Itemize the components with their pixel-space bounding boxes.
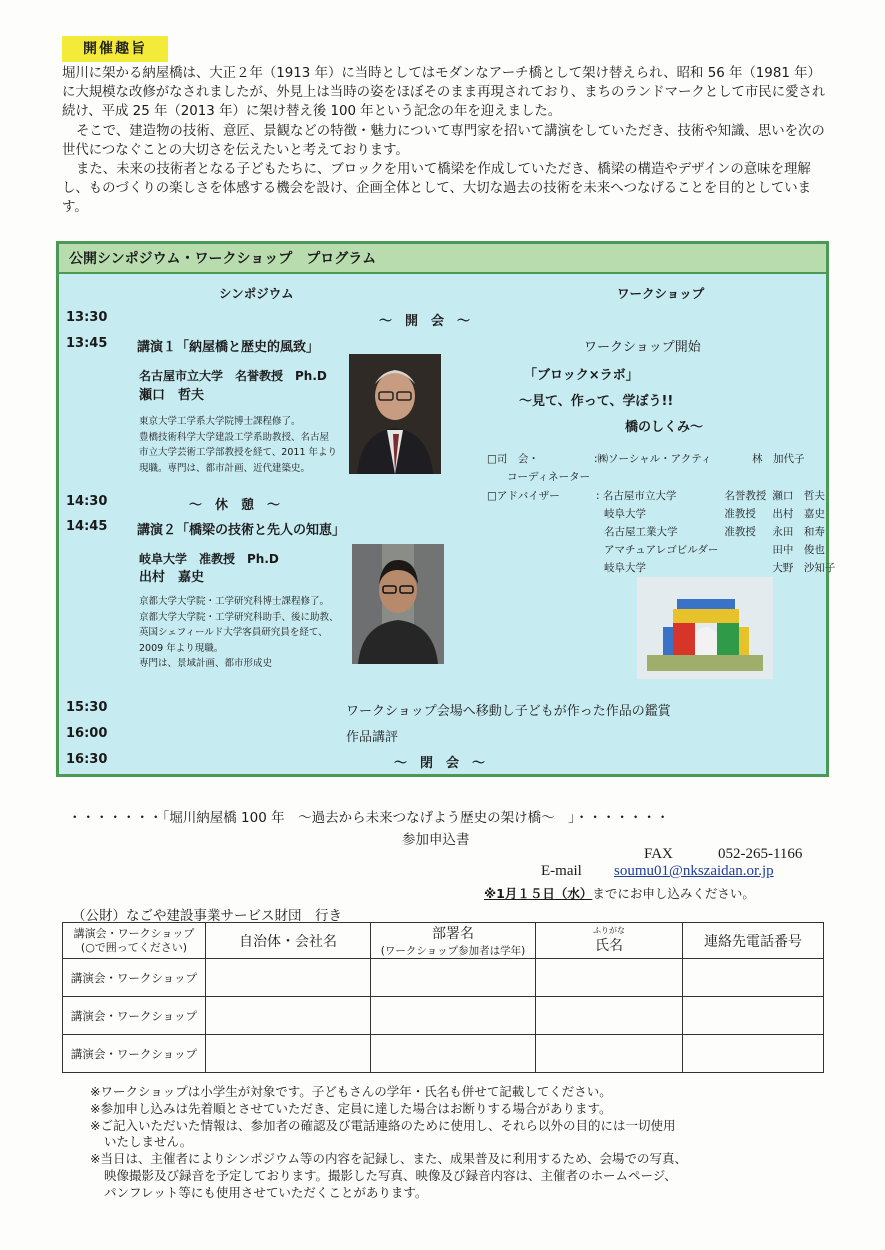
lecture2-speaker-photo	[352, 544, 444, 664]
workshop-start: ワークショップ開始	[584, 340, 701, 355]
email-label: E-mail	[541, 863, 582, 879]
header-name	[536, 923, 683, 959]
purpose-paragraph-2: そこで、建造物の技術、意匠、景観などの特徴・魅力について専門家を招いて講演をしていただき、技術や知識、思いを次の世代につなぐことの大切さを伝えたいと考えております。	[62, 123, 825, 158]
lecture1-bio-line: 豊橋技術科学大学建設工学系助教授、名古屋	[139, 431, 330, 443]
note: ※ご記入いただいた情報は、参加者の確認及び電話連絡のために使用し、それら以外の目的には一切使用	[90, 1117, 676, 1133]
header-department-label: 部署名	[432, 926, 474, 942]
advisor-row	[596, 523, 841, 541]
advisor-name: 田中 俊也	[772, 544, 825, 556]
note-continuation: いたしません。	[104, 1134, 193, 1150]
header-type	[63, 923, 206, 959]
advisor-title: 名誉教授	[724, 490, 767, 502]
purpose-paragraph-3: また、未来の技術者となる子どもたちに、ブロックを用いて橋梁を作成していただき、橋梁の構造やデザインの意味を理解し、ものづくりの楽しさを体感する機会を設け、企画全体として、大切な過去の技術を未来へつなげることを目的としています。	[62, 162, 812, 216]
note: ※ワークショップは小学生が対象です。子どもさんの学年・氏名も併せて記載してください。	[90, 1084, 612, 1099]
lecture1-bio-line: 現職。専門は、都市計画、近代建築史。	[139, 462, 311, 474]
advisor-name: 大野 沙知子	[772, 562, 836, 574]
opening-label: ～ 開 会 ～	[379, 314, 471, 329]
lecture1-affiliation: 名古屋市立大学 名誉教授 Ph.D	[139, 369, 327, 383]
advisor-org: 名古屋工業大学	[604, 526, 678, 538]
workshop-title-line1: 「ブロック×ラボ」	[524, 368, 639, 383]
time-1430: 14:30	[66, 494, 108, 509]
organization-cell[interactable]	[206, 1035, 371, 1073]
advisor-row	[596, 559, 841, 577]
lecture1-title: 講演１「納屋橋と歴史的風致」	[137, 340, 320, 355]
note-continuation: パンフレット等にも使用させていただくことがあります。	[104, 1184, 428, 1200]
fax-number: 052-265-1166	[718, 846, 803, 862]
lecture2-bio-line: 2009 年より現職。	[139, 642, 224, 654]
advisor-org: 岐阜大学	[604, 562, 646, 574]
advisor-name: 出村 嘉史	[772, 508, 825, 520]
time-1445: 14:45	[66, 519, 108, 534]
workshop-column-heading: ワークショップ	[617, 286, 705, 301]
lecture1-speaker-name: 瀬口 哲夫	[139, 388, 205, 403]
lecture2-bio	[139, 594, 354, 672]
break-label: ～ 休 憩 ～	[189, 498, 281, 513]
lego-bridge-photo	[637, 577, 773, 679]
header-name-label: 氏名	[595, 938, 623, 954]
table-header-row	[63, 923, 824, 959]
lecture1-bio	[139, 414, 349, 476]
department-cell[interactable]	[371, 959, 536, 997]
advisor-name: 瀬口 哲夫	[772, 490, 825, 502]
phone-cell[interactable]	[683, 1035, 824, 1073]
time-1630: 16:30	[66, 752, 108, 767]
host-name: 林 加代子	[752, 453, 805, 465]
advisor-org: アマチュアレゴビルダー	[604, 544, 719, 556]
time-1600: 16:00	[66, 726, 108, 741]
note: ※参加申し込みは先着順とさせていただき、定員に達した場合はお断りする場合があります。	[90, 1100, 612, 1116]
phone-cell[interactable]	[683, 959, 824, 997]
workshop-title-line3: 橋のしくみ～	[625, 420, 704, 435]
email-link[interactable]: soumu01@nkszaidan.or.jp	[614, 863, 774, 879]
header-type-line1: 講演会・ワークショップ	[73, 926, 195, 940]
review-label: 作品講評	[346, 730, 399, 745]
host-label-coordinator: コーディネーター	[507, 471, 591, 483]
header-name-ruby: ふりがな	[593, 926, 625, 935]
phone-cell[interactable]	[683, 997, 824, 1035]
lecture2-speaker-name: 出村 嘉史	[139, 570, 205, 585]
table-row	[63, 1035, 824, 1073]
time-1530: 15:30	[66, 700, 108, 715]
name-cell[interactable]	[536, 997, 683, 1035]
note-continuation: 映像撮影及び録音を予定しております。撮影した写真、映像及び録音内容は、主催者のホームページ、	[104, 1167, 677, 1183]
name-cell[interactable]	[536, 1035, 683, 1073]
organization-cell[interactable]	[206, 959, 371, 997]
purpose-heading: 開催趣旨	[62, 36, 168, 62]
department-cell[interactable]	[371, 997, 536, 1035]
advisor-title: 准教授	[724, 508, 756, 520]
department-cell[interactable]	[371, 1035, 536, 1073]
lecture2-bio-line: 英国シェフィールド大学客員研究員を経て、	[139, 627, 328, 638]
advisor-row	[596, 487, 841, 505]
purpose-paragraph-1: 堀川に架かる納屋橋は、大正２年（1913 年）に当時としてはモダンなアーチ橋として架け替えられ、昭和 56 年（1981 年）に大規模な改修がなされましたが、外見上は当時の姿をほぼそのまま再現されており、まちのランドマークとして市民に愛され続け、平成 25 年（2013 年）に架け替え後 100 年という記念の年を迎えました。	[62, 66, 826, 120]
header-type-line2: (○で囲ってください)	[80, 940, 188, 954]
advisor-title	[724, 541, 772, 559]
symposium-column-heading: シンポジウム	[219, 286, 294, 301]
organization-cell[interactable]	[206, 997, 371, 1035]
application-title: 参加申込書	[402, 832, 470, 848]
lecture2-affiliation: 岐阜大学 准教授 Ph.D	[139, 552, 279, 566]
header-department-note: (ワークショップ参加者は学年)	[380, 945, 526, 957]
move-to-workshop: ワークショップ会場へ移動し子どもが作った作品の鑑賞	[346, 704, 671, 719]
program-title: 公開シンポジウム・ワークショップ プログラム	[59, 244, 826, 274]
application-table	[62, 922, 824, 1073]
advisor-list	[596, 487, 841, 577]
deadline-date: ※1月１５日（水）	[484, 886, 593, 901]
recipient: （公財）なごや建設事業サービス財団 行き	[72, 908, 342, 924]
advisor-title: 准教授	[724, 526, 756, 538]
table-row	[63, 997, 824, 1035]
header-phone: 連絡先電話番号	[683, 923, 824, 959]
advisor-title	[724, 559, 772, 577]
lecture1-bio-line: 東京大学工学系大学院博士課程修了。	[139, 416, 301, 427]
header-organization: 自治体・会社名	[206, 923, 371, 959]
row-type-option[interactable]: 講演会・ワークショップ	[63, 997, 206, 1035]
name-cell[interactable]	[536, 959, 683, 997]
note: ※当日は、主催者によりシンポジウム等の内容を記録し、また、成果普及に利用するため、会場での写真、	[90, 1151, 688, 1167]
table-row	[63, 959, 824, 997]
host-label: □司 会・	[487, 453, 539, 465]
closing-label: ～ 閉 会 ～	[394, 756, 486, 771]
lecture2-bio-line: 専門は、景域計画、都市形成史	[139, 658, 273, 669]
deadline	[484, 884, 755, 902]
advisor-org: 岐阜大学	[604, 508, 646, 520]
advisor-row	[596, 541, 841, 559]
purpose-text	[62, 64, 832, 218]
row-type-option[interactable]: 講演会・ワークショップ	[63, 959, 206, 997]
lecture2-title: 講演２「橋梁の技術と先人の知恵」	[137, 523, 346, 538]
program-box	[56, 241, 836, 777]
time-1345: 13:45	[66, 336, 108, 351]
advisor-org: : 名古屋市立大学	[596, 490, 677, 502]
advisor-row	[596, 505, 841, 523]
lecture1-speaker-photo	[349, 354, 441, 474]
header-department	[371, 923, 536, 959]
lecture2-bio-line: 京都大学大学院・工学研究科博士課程修了。	[139, 596, 330, 607]
lecture2-bio-line: 京都大学大学院・工学研究科助手、後に助教、	[139, 611, 339, 623]
time-1330: 13:30	[66, 310, 108, 325]
event-banner: ・・・・・・・「堀川納屋橋 100 年 ～過去から未来つなげよう歴史の架け橋～ 」・・・・・・・	[68, 810, 670, 826]
advisor-label: □アドバイザー	[487, 490, 560, 502]
advisor-name: 永田 和寿	[772, 526, 825, 538]
fax-label: FAX	[644, 846, 673, 862]
notes	[90, 1084, 830, 1202]
workshop-title-line2: ～見て、作って、学ぼう!!	[519, 394, 674, 409]
lecture1-bio-line: 市立大学芸術工学部教授を経て、2011 年より	[139, 447, 338, 458]
row-type-option[interactable]: 講演会・ワークショップ	[63, 1035, 206, 1073]
deadline-text: までにお申し込みください。	[592, 886, 755, 901]
host-organization: :㈱ソーシャル・アクティ	[594, 453, 712, 465]
